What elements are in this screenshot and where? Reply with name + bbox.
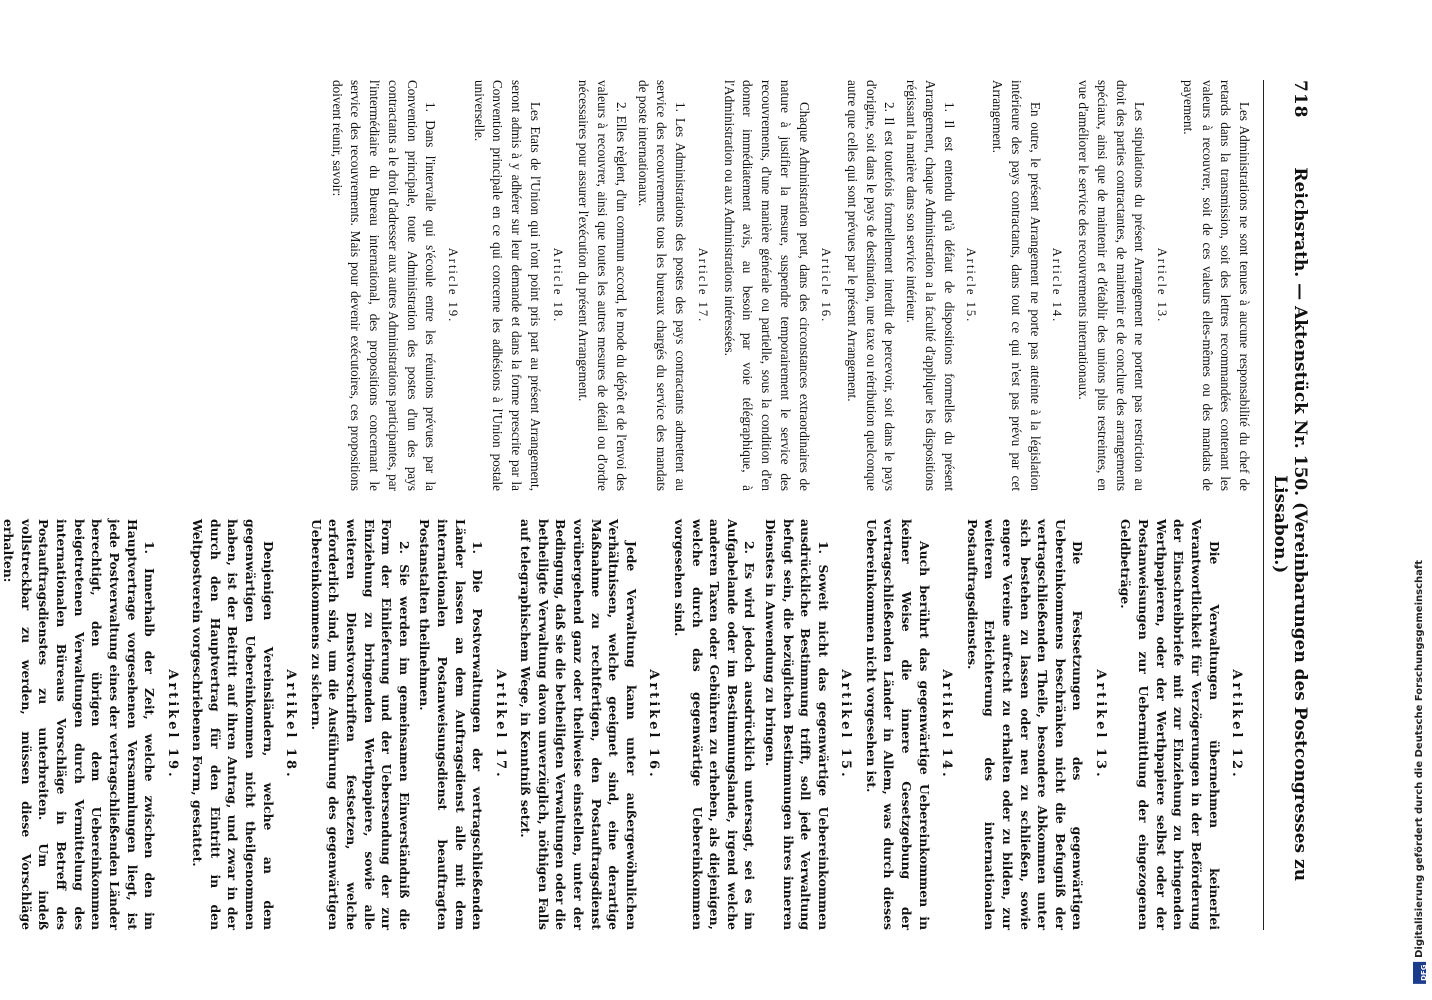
article-heading: Article 16. [819,247,834,324]
paragraph: 2. Es wird jedoch ausdrücklich untersagt, sei es im Aufgabelande oder im Bestimmungslande, irgend welche anderen Taxen oder Gebühren zu erheben, als diejenigen, welche durch das gegenwärtige Uebereinkommen vorgesehen sind. [671,519,758,930]
article-heading: Article 18. [550,247,565,324]
paragraph: 1. Soweit nicht das gegenwärtige Uebereinkommen ausdrückliche Bestimmung trifft, soll jede Verwaltung befugt sein, die bezüglichen Bestimmungen ihres inneren Dienstes in Anwendung zu bringen. [763,519,831,930]
paragraph: Denjenigen Vereinsländern, welche an dem gegenwärtigen Uebereinkommen nicht theilgenommen haben, ist der Beitritt auf ihren Antrag, und zwar in der durch den Hauptvertrag für den Eintritt in den Weltpostverein vorgeschriebenen Form, gestattet. [190,519,276,930]
paragraph: 1. Les Administrations des postes des pays contractants admettent au service des recouvrements tous les bureaux chargés du service des mandats de poste internationaux. [635,80,689,491]
french-column [0,80,1253,491]
article-heading: Article 13. [1155,247,1170,324]
paragraph: Les stipulations du présent Arrangement ne portent pas restriction au droit des parties contractantes, de maintenir et de conclure des arrangements spéciaux, ainsi que de maintenir et d'établir des unions plus restreintes, en vue d'améliorer le service des recouvrements internationaux. [1076,80,1148,491]
article-heading: Artikel 14. [939,669,955,780]
paragraph: Jede Verwaltung kann unter außergewöhnlichen Verhältnissen, welche geeignet sind, eine derartige Maßnahme zu rechtfertigen, den Postauftragsdienst vorübergehend ganz oder theilweise einstellen, unter der Bedingung, daß sie die betheiligten Verwaltungen oder die betheiligte Verwaltung davon unverzüglich, nöthigen Falls auf telegraphischem Wege, in Kenntniß setzt. [518,519,639,930]
digitization-note-text: Digitalisierung gefördert durch die Deutsche Forschungsgemeinschaft [1414,560,1425,958]
page-header [1263,80,1310,930]
article-heading: Artikel 13. [1092,669,1108,780]
paragraph: 2. Sie werden im gemeinsamen Einverständniß die Form der Einlieferung und der Uebersendung der zur Einziehung zu bringenden Werthpapiere, sowie alle weiteren Dienstvorschriften festsetzen, welche erforderlich sind, um die Ausführung des gegenwärtigen Uebereinkommens zu sichern. [308,519,412,930]
article-heading: Artikel 16. [646,669,662,780]
digitization-note [1413,560,1426,984]
article-heading: Artikel 15. [838,669,854,780]
paragraph: 2. Il est toutefois formellement interdit de percevoir, soit dans le pays d'origine, soit dans le pays de destination, une taxe ou rétribution quelconque autre que celles qui sont prévues par le présent Arrangement. [845,80,898,491]
dfg-logo-icon: DFG [1413,962,1426,984]
article-heading: Artikel 17. [492,669,508,780]
page-number: 718 [1290,80,1310,119]
paragraph: 1. Dans l'intervalle qui s'écoule entre les réunions prévues par la Convention principale, toute Administration des postes d'un des pays contractants a le droit d'adresser aux autres Administrations participantes, par l'intermédiaire du Bureau international, des propositions concernant le service des recouvrements. Mais pour devenir exécutoires, ces propositions doivent réunir, savoir: [329,80,439,491]
article-heading: Article 14. [1050,247,1065,324]
paragraph: En outre, le présent Arrangement ne porte pas atteinte à la législation intérieure des pays contractants, dans tout ce qui n'est pas prévu par cet Arrangement. [990,80,1043,491]
two-column-body [0,80,1253,930]
paragraph: Die Festsetzungen des gegenwärtigen Uebereinkommens beschränken nicht die Befugniß der vertragschließenden Theile, besondere Abkommen unter sich bestehen zu lassen oder neu zu schließen, sowie engere Vereine aufrecht zu erhalten oder zu bilden, zur weiteren Erleichterung des internationalen Postauftragsdienstes. [964,519,1086,930]
article-heading: Artikel 12. [1229,669,1244,780]
paragraph: Auch berührt das gegenwärtige Uebereinkommen in keiner Weise die innere Gesetzgebung der vertragschließenden Länder in Allem, was durch dieses Uebereinkommen nicht vorgesehen ist. [863,519,932,930]
article-heading: Article 17. [695,247,710,324]
paragraph: 1. Die Postverwaltungen der vertragschließenden Länder lassen an dem Auftragsdienst alle mit dem internationalen Postanweisungsdienst beauftragten Postanstalten theilnehmen. [417,519,486,930]
paragraph: 2. Elles règlent, d'un commun accord, le mode du dépôt et de l'envoi des valeurs à recouvrer, ainsi que toutes les autres mesures de détail ou d'ordre nécessaires pour assurer l'exécution du présent Arrangement. [576,80,629,491]
article-heading: Artikel 18. [283,669,299,780]
paragraph: 1. Innerhalb der Zeit, welche zwischen den im Hauptvertrage vorgesehenen Versammlungen liegt, ist jede Postverwaltung eines der vertragschließenden Länder berechtigt, den übrigen dem Uebereinkommen beigetretenen Verwaltungen durch Vermittelung des internationalen Büreaus Vorschläge in Betreff des Postauftragsdienstes zu unterbreiten. Um indeß vollstreckbar zu werden, müssen diese Vorschläge erhalten: [1,519,158,930]
article-heading: Article 19. [446,247,460,324]
paragraph: Die Verwaltungen übernehmen keinerlei Verantwortlichkeit für Verzögerungen in der Beförderung der Einschreibbriefe mit zur Einziehung zu bringenden Werthpapieren, oder der Werthpapiere selbst oder der Postanweisungen zur Uebermittlung der eingezogenen Geldbeträge. [1118,519,1222,930]
paragraph: Les Administrations ne sont tenues à aucune responsabilité du chef de retards dans la transmission, soit des lettres recommandées contenant les valeurs à recouvrer, soit de ces valeurs elles-mêmes ou des mandats de payement. [1180,80,1252,491]
paragraph: Les Etats de l'Union qui n'ont point pris part au présent Arrangement, seront admis à y adhérer sur leur demande et dans la forme prescrite par la Convention principale en ce qui concerne les adhésions à l'Union postale universelle. [471,80,543,491]
article-heading: Article 15. [964,247,979,324]
german-column [0,519,1253,930]
paragraph: 1. Il est entendu qu'à défaut de dispositions formelles du présent Arrangement, chaque Administration a la faculté d'appliquer les dispositions régissant la matière dans son service intérieur. [904,80,957,491]
article-heading: Artikel 19. [164,669,180,780]
paragraph: Chaque Administration peut, dans des circonstances extraordinaires de nature à justifier la mesure, suspendre temporairement le service des recouvrements, d'une manière générale ou partielle, sous la condition d'en donner immédiatement avis, au besoin par voie télégraphique, à l'Administration ou aux Administrations intéressées. [721,80,812,491]
running-title: Reichsrath. — Aktenstück Nr. 150. (Vereinbarungen des Postcongresses zu Lissabon.) [1270,167,1310,882]
